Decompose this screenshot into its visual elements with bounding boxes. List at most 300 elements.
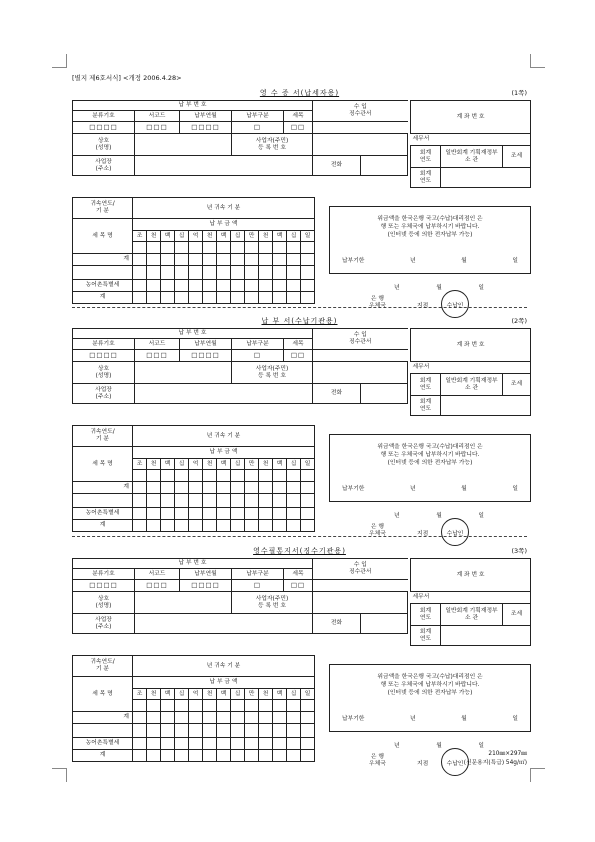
site-label: 사업장 (주소) bbox=[73, 614, 135, 634]
code-box[interactable]: □□□□ bbox=[73, 122, 135, 134]
digit-cell[interactable] bbox=[217, 242, 231, 254]
payment-number-label: 납 부 번 호 bbox=[73, 101, 313, 111]
slip-title-bar bbox=[72, 546, 527, 558]
digit-cell[interactable] bbox=[287, 750, 301, 762]
header-cell: 서코드 bbox=[135, 111, 180, 122]
header-cell: 분류기호 bbox=[73, 339, 135, 350]
digit-cell[interactable] bbox=[147, 266, 161, 280]
digit-cell[interactable] bbox=[259, 254, 273, 266]
code-box[interactable]: □□□ bbox=[135, 350, 180, 362]
digit-cell[interactable] bbox=[161, 508, 175, 520]
crop-mark bbox=[531, 768, 545, 769]
digit-cell[interactable] bbox=[175, 266, 189, 280]
digit-cell[interactable] bbox=[259, 712, 273, 724]
digit-cell[interactable] bbox=[147, 494, 161, 508]
deadline-day: 일 bbox=[512, 715, 518, 722]
digit-cell[interactable] bbox=[189, 242, 203, 254]
digit-cell[interactable] bbox=[147, 712, 161, 724]
crop-mark bbox=[52, 67, 66, 68]
digit-cell[interactable] bbox=[147, 700, 161, 712]
digit-cell[interactable] bbox=[175, 508, 189, 520]
receipt-year: 년 bbox=[394, 743, 400, 749]
digit-cell[interactable] bbox=[273, 700, 287, 712]
digit-cell[interactable] bbox=[273, 712, 287, 724]
header-cell: 납부구분 bbox=[232, 111, 284, 122]
digit-header: 조 bbox=[133, 231, 147, 242]
digit-cell[interactable] bbox=[147, 750, 161, 762]
special-tax-label: 농어촌특별세 bbox=[73, 738, 133, 750]
digit-cell[interactable] bbox=[133, 266, 147, 280]
digit-cell[interactable] bbox=[245, 750, 259, 762]
digit-cell[interactable] bbox=[245, 280, 259, 292]
receiving-office-label: 수 입 징수관서 bbox=[313, 559, 408, 580]
digit-cell[interactable] bbox=[273, 750, 287, 762]
digit-cell[interactable] bbox=[189, 266, 203, 280]
digit-cell[interactable] bbox=[301, 738, 315, 750]
digit-cell[interactable] bbox=[133, 292, 147, 304]
digit-cell[interactable] bbox=[231, 292, 245, 304]
digit-cell[interactable] bbox=[273, 254, 287, 266]
digit-cell[interactable] bbox=[203, 520, 217, 532]
tax-slip bbox=[72, 88, 527, 322]
code-box[interactable]: □□□ bbox=[135, 122, 180, 134]
digit-cell[interactable] bbox=[161, 520, 175, 532]
digit-cell[interactable] bbox=[245, 292, 259, 304]
code-box[interactable]: □□□□ bbox=[180, 580, 232, 592]
digit-cell[interactable] bbox=[217, 508, 231, 520]
general-account-label: 일반회계 기획재정부 소 관 bbox=[441, 374, 503, 396]
digit-cell[interactable] bbox=[203, 494, 217, 508]
digit-cell[interactable] bbox=[203, 292, 217, 304]
header-cell: 분류기호 bbox=[73, 569, 135, 580]
digit-cell[interactable] bbox=[161, 254, 175, 266]
digit-header: 일 bbox=[301, 459, 315, 470]
bizno-field[interactable] bbox=[313, 362, 408, 384]
digit-cell[interactable] bbox=[259, 482, 273, 494]
general-account-label: 일반회계 기획재정부 소 관 bbox=[441, 146, 503, 168]
branch-label: 지점 bbox=[417, 303, 429, 309]
digit-cell[interactable] bbox=[161, 738, 175, 750]
taxpayer-info-table bbox=[72, 328, 408, 404]
digit-cell[interactable] bbox=[301, 242, 315, 254]
digit-cell[interactable] bbox=[161, 266, 175, 280]
tax-item-field[interactable] bbox=[73, 266, 133, 280]
digit-cell[interactable] bbox=[273, 508, 287, 520]
digit-cell[interactable] bbox=[231, 242, 245, 254]
digit-cell[interactable] bbox=[287, 712, 301, 724]
digit-cell[interactable] bbox=[245, 242, 259, 254]
digit-cell[interactable] bbox=[161, 750, 175, 762]
digit-cell[interactable] bbox=[217, 494, 231, 508]
digit-cell[interactable] bbox=[231, 266, 245, 280]
digit-cell[interactable] bbox=[301, 494, 315, 508]
digit-cell[interactable] bbox=[161, 700, 175, 712]
deadline-year: 년 bbox=[409, 485, 416, 492]
digit-cell[interactable] bbox=[231, 520, 245, 532]
code-box[interactable]: □□ bbox=[284, 122, 313, 134]
crop-mark bbox=[531, 67, 545, 68]
digit-cell[interactable] bbox=[301, 470, 315, 482]
account-table bbox=[410, 328, 531, 416]
digit-cell[interactable] bbox=[287, 700, 301, 712]
deadline-month: 월 bbox=[461, 257, 467, 264]
digit-cell[interactable] bbox=[161, 292, 175, 304]
digit-cell[interactable] bbox=[161, 724, 175, 738]
digit-cell[interactable] bbox=[245, 254, 259, 266]
year-period-field[interactable]: 년 귀속 기 분 bbox=[133, 426, 315, 447]
digit-cell[interactable] bbox=[189, 470, 203, 482]
digit-cell[interactable] bbox=[259, 750, 273, 762]
tax-items-label: 세 목 명 bbox=[73, 447, 133, 482]
code-box[interactable]: □□□□ bbox=[180, 122, 232, 134]
digit-cell[interactable] bbox=[301, 280, 315, 292]
digit-cell[interactable] bbox=[259, 520, 273, 532]
digit-cell[interactable] bbox=[217, 254, 231, 266]
code-box[interactable]: □ bbox=[232, 350, 284, 362]
digit-cell[interactable] bbox=[217, 712, 231, 724]
digit-cell[interactable] bbox=[147, 738, 161, 750]
digit-cell[interactable] bbox=[217, 292, 231, 304]
digit-cell[interactable] bbox=[175, 470, 189, 482]
digit-cell[interactable] bbox=[259, 242, 273, 254]
site-field[interactable] bbox=[135, 614, 313, 634]
digit-cell[interactable] bbox=[245, 724, 259, 738]
digit-cell[interactable] bbox=[147, 520, 161, 532]
digit-cell[interactable] bbox=[301, 266, 315, 280]
digit-cell[interactable] bbox=[203, 738, 217, 750]
digit-cell[interactable] bbox=[133, 242, 147, 254]
digit-cell[interactable] bbox=[245, 712, 259, 724]
account-table bbox=[410, 100, 531, 188]
digit-cell[interactable] bbox=[147, 724, 161, 738]
name-field[interactable] bbox=[135, 362, 232, 384]
digit-cell[interactable] bbox=[189, 292, 203, 304]
digit-cell[interactable] bbox=[287, 738, 301, 750]
name-field[interactable] bbox=[135, 134, 232, 156]
digit-cell[interactable] bbox=[175, 750, 189, 762]
digit-cell[interactable] bbox=[175, 494, 189, 508]
digit-cell[interactable] bbox=[273, 482, 287, 494]
digit-cell[interactable] bbox=[245, 266, 259, 280]
digit-cell[interactable] bbox=[133, 482, 147, 494]
code-box[interactable]: □□□□ bbox=[73, 580, 135, 592]
digit-cell[interactable] bbox=[273, 494, 287, 508]
digit-cell[interactable] bbox=[189, 508, 203, 520]
digit-cell[interactable] bbox=[203, 280, 217, 292]
accounting-year-field[interactable] bbox=[441, 396, 531, 416]
phone-field[interactable] bbox=[361, 156, 408, 176]
digit-cell[interactable] bbox=[161, 280, 175, 292]
digit-cell[interactable] bbox=[273, 280, 287, 292]
digit-cell[interactable] bbox=[245, 508, 259, 520]
digit-cell[interactable] bbox=[259, 738, 273, 750]
digit-header: 십 bbox=[231, 231, 245, 242]
digit-cell[interactable] bbox=[133, 508, 147, 520]
digit-cell[interactable] bbox=[245, 482, 259, 494]
digit-cell[interactable] bbox=[273, 520, 287, 532]
slip-title: 영 수 증 서(납세자용) bbox=[259, 89, 340, 97]
digit-cell[interactable] bbox=[161, 242, 175, 254]
digit-cell[interactable] bbox=[175, 738, 189, 750]
digit-cell[interactable] bbox=[133, 738, 147, 750]
bizno-label: 사업자(주민) 등 록 번 호 bbox=[232, 592, 313, 614]
digit-cell[interactable] bbox=[301, 508, 315, 520]
digit-cell[interactable] bbox=[245, 520, 259, 532]
account-number-label: 계 좌 번 호 bbox=[411, 329, 531, 362]
accounting-year-label: 회계 연도 bbox=[411, 604, 441, 626]
digit-cell[interactable] bbox=[259, 700, 273, 712]
digit-cell[interactable] bbox=[217, 724, 231, 738]
digit-cell[interactable] bbox=[259, 292, 273, 304]
digit-cell[interactable] bbox=[287, 470, 301, 482]
digit-cell[interactable] bbox=[301, 700, 315, 712]
digit-cell[interactable] bbox=[203, 482, 217, 494]
phone-field[interactable] bbox=[361, 614, 408, 634]
digit-cell[interactable] bbox=[203, 724, 217, 738]
digit-cell[interactable] bbox=[287, 280, 301, 292]
digit-cell[interactable] bbox=[203, 700, 217, 712]
digit-cell[interactable] bbox=[245, 738, 259, 750]
receiving-office-label: 수 입 징수관서 bbox=[313, 329, 408, 350]
digit-header: 십 bbox=[175, 689, 189, 700]
digit-cell[interactable] bbox=[189, 280, 203, 292]
digit-cell[interactable] bbox=[273, 738, 287, 750]
deadline-label: 납부기한 bbox=[342, 485, 365, 492]
digit-cell[interactable] bbox=[133, 280, 147, 292]
digit-cell[interactable] bbox=[161, 482, 175, 494]
branch-label: 지점 bbox=[417, 761, 429, 767]
digit-cell[interactable] bbox=[231, 700, 245, 712]
digit-cell[interactable] bbox=[161, 470, 175, 482]
digit-cell[interactable] bbox=[189, 520, 203, 532]
grand-total-label: 계 bbox=[73, 750, 133, 762]
digit-cell[interactable] bbox=[273, 266, 287, 280]
site-field[interactable] bbox=[135, 384, 313, 404]
digit-cell[interactable] bbox=[175, 242, 189, 254]
digit-cell[interactable] bbox=[217, 700, 231, 712]
digit-cell[interactable] bbox=[273, 242, 287, 254]
digit-cell[interactable] bbox=[203, 254, 217, 266]
digit-cell[interactable] bbox=[287, 292, 301, 304]
digit-cell[interactable] bbox=[161, 494, 175, 508]
digit-header: 만 bbox=[245, 689, 259, 700]
code-box[interactable]: □□□ bbox=[135, 580, 180, 592]
digit-cell[interactable] bbox=[287, 482, 301, 494]
header-cell: 납부구분 bbox=[232, 569, 284, 580]
digit-cell[interactable] bbox=[259, 266, 273, 280]
receipt-year: 년 bbox=[394, 513, 400, 519]
digit-cell[interactable] bbox=[147, 292, 161, 304]
tax-amount-table bbox=[72, 197, 315, 304]
digit-cell[interactable] bbox=[231, 750, 245, 762]
digit-cell[interactable] bbox=[273, 470, 287, 482]
code-box[interactable]: □□ bbox=[284, 350, 313, 362]
digit-cell[interactable] bbox=[133, 750, 147, 762]
digit-cell[interactable] bbox=[301, 520, 315, 532]
receipt-stamp: 수납인 bbox=[441, 748, 469, 776]
footer bbox=[464, 750, 527, 769]
digit-cell[interactable] bbox=[133, 470, 147, 482]
digit-cell[interactable] bbox=[203, 242, 217, 254]
digit-cell[interactable] bbox=[175, 482, 189, 494]
digit-cell[interactable] bbox=[217, 470, 231, 482]
code-box[interactable]: □□□□ bbox=[73, 350, 135, 362]
digit-cell[interactable] bbox=[189, 712, 203, 724]
digit-cell[interactable] bbox=[189, 482, 203, 494]
digit-cell[interactable] bbox=[231, 494, 245, 508]
digit-cell[interactable] bbox=[259, 280, 273, 292]
digit-cell[interactable] bbox=[245, 470, 259, 482]
digit-cell[interactable] bbox=[133, 520, 147, 532]
digit-cell[interactable] bbox=[231, 482, 245, 494]
header-cell: 서코드 bbox=[135, 339, 180, 350]
accounting-year-field[interactable] bbox=[441, 626, 531, 646]
digit-cell[interactable] bbox=[217, 750, 231, 762]
digit-cell[interactable] bbox=[217, 738, 231, 750]
digit-cell[interactable] bbox=[147, 254, 161, 266]
digit-header: 일 bbox=[301, 231, 315, 242]
digit-cell[interactable] bbox=[189, 254, 203, 266]
digit-cell[interactable] bbox=[273, 724, 287, 738]
digit-cell[interactable] bbox=[175, 280, 189, 292]
copy-number: (2쪽) bbox=[511, 317, 527, 325]
digit-cell[interactable] bbox=[231, 508, 245, 520]
fiscal-year-label: 세무서 bbox=[411, 362, 531, 374]
digit-cell[interactable] bbox=[217, 482, 231, 494]
digit-cell[interactable] bbox=[301, 724, 315, 738]
digit-cell[interactable] bbox=[203, 750, 217, 762]
code-box[interactable]: □ bbox=[232, 122, 284, 134]
digit-cell[interactable] bbox=[287, 520, 301, 532]
digit-cell[interactable] bbox=[133, 494, 147, 508]
digit-cell[interactable] bbox=[301, 712, 315, 724]
digit-cell[interactable] bbox=[147, 242, 161, 254]
digit-cell[interactable] bbox=[147, 470, 161, 482]
digit-cell[interactable] bbox=[175, 254, 189, 266]
year-period-field[interactable]: 년 귀속 기 분 bbox=[133, 198, 315, 219]
digit-cell[interactable] bbox=[147, 508, 161, 520]
digit-cell[interactable] bbox=[203, 470, 217, 482]
name-field[interactable] bbox=[135, 592, 232, 614]
digit-cell[interactable] bbox=[301, 292, 315, 304]
digit-cell[interactable] bbox=[175, 724, 189, 738]
bizno-field[interactable] bbox=[313, 134, 408, 156]
year-period-field[interactable]: 년 귀속 기 분 bbox=[133, 656, 315, 677]
digit-cell[interactable] bbox=[189, 494, 203, 508]
digit-cell[interactable] bbox=[189, 750, 203, 762]
digit-cell[interactable] bbox=[231, 724, 245, 738]
digit-cell[interactable] bbox=[175, 520, 189, 532]
digit-cell[interactable] bbox=[203, 508, 217, 520]
phone-label: 전화 bbox=[313, 384, 361, 404]
digit-header: 십 bbox=[287, 231, 301, 242]
digit-cell[interactable] bbox=[287, 494, 301, 508]
payment-notice: 위금액을 한국은행 국고(수납)대리점인 은 행 또는 우체국에 납부하시기 바랍니다. (인터넷 등에 의한 전자납부 가능) 납부기한 년 월 일 bbox=[329, 434, 531, 502]
digit-cell[interactable] bbox=[147, 280, 161, 292]
digit-cell[interactable] bbox=[231, 254, 245, 266]
digit-cell[interactable] bbox=[161, 712, 175, 724]
code-box[interactable]: □□ bbox=[284, 580, 313, 592]
digit-cell[interactable] bbox=[231, 712, 245, 724]
digit-cell[interactable] bbox=[273, 292, 287, 304]
header-cell: 분류기호 bbox=[73, 111, 135, 122]
header-cell: 납부연월 bbox=[180, 339, 232, 350]
digit-cell[interactable] bbox=[189, 700, 203, 712]
digit-cell[interactable] bbox=[189, 724, 203, 738]
digit-cell[interactable] bbox=[175, 700, 189, 712]
digit-cell[interactable] bbox=[175, 712, 189, 724]
digit-header: 백 bbox=[217, 459, 231, 470]
code-box[interactable]: □ bbox=[232, 580, 284, 592]
digit-header: 천 bbox=[147, 689, 161, 700]
digit-cell[interactable] bbox=[133, 700, 147, 712]
tax-item-field[interactable] bbox=[73, 724, 133, 738]
digit-cell[interactable] bbox=[217, 520, 231, 532]
tax-item-field[interactable] bbox=[73, 494, 133, 508]
fiscal-year-label: 세무서 bbox=[411, 134, 531, 146]
code-box[interactable]: □□□□ bbox=[180, 350, 232, 362]
digit-cell[interactable] bbox=[287, 266, 301, 280]
digit-cell[interactable] bbox=[301, 254, 315, 266]
digit-header: 십 bbox=[231, 459, 245, 470]
amount-label: 납 부 금 액 bbox=[133, 219, 315, 231]
digit-cell[interactable] bbox=[175, 292, 189, 304]
accounting-year-label: 회계 연도 bbox=[411, 396, 441, 416]
digit-cell[interactable] bbox=[231, 470, 245, 482]
digit-cell[interactable] bbox=[133, 254, 147, 266]
crop-mark bbox=[66, 54, 67, 68]
phone-field[interactable] bbox=[361, 384, 408, 404]
bizno-field[interactable] bbox=[313, 592, 408, 614]
digit-cell[interactable] bbox=[259, 508, 273, 520]
receipt-day: 일 bbox=[478, 285, 484, 291]
digit-cell[interactable] bbox=[133, 724, 147, 738]
digit-cell[interactable] bbox=[245, 700, 259, 712]
digit-cell[interactable] bbox=[203, 266, 217, 280]
receiving-office-label: 수 입 징수관서 bbox=[313, 101, 408, 122]
digit-cell[interactable] bbox=[147, 482, 161, 494]
form-name: [별지 제6호서식] <개정 2006.4.28> bbox=[72, 74, 182, 82]
digit-cell[interactable] bbox=[287, 724, 301, 738]
digit-cell[interactable] bbox=[217, 280, 231, 292]
tax-code-label: 조세 bbox=[503, 374, 531, 396]
digit-cell[interactable] bbox=[301, 482, 315, 494]
accounting-year-field[interactable] bbox=[441, 168, 531, 188]
digit-cell[interactable] bbox=[203, 712, 217, 724]
digit-cell[interactable] bbox=[287, 254, 301, 266]
deadline-day: 일 bbox=[512, 257, 518, 264]
digit-cell[interactable] bbox=[301, 750, 315, 762]
digit-cell[interactable] bbox=[245, 494, 259, 508]
digit-cell[interactable] bbox=[287, 242, 301, 254]
digit-cell[interactable] bbox=[259, 724, 273, 738]
deadline-month: 월 bbox=[461, 485, 467, 492]
header-cell: 납부연월 bbox=[180, 111, 232, 122]
digit-header: 억 bbox=[189, 459, 203, 470]
digit-cell[interactable] bbox=[287, 508, 301, 520]
digit-cell[interactable] bbox=[231, 280, 245, 292]
digit-cell[interactable] bbox=[259, 470, 273, 482]
digit-header: 십 bbox=[287, 689, 301, 700]
deadline-year: 년 bbox=[409, 715, 416, 722]
digit-cell[interactable] bbox=[189, 738, 203, 750]
digit-cell[interactable] bbox=[231, 738, 245, 750]
digit-cell[interactable] bbox=[217, 266, 231, 280]
digit-cell[interactable] bbox=[259, 494, 273, 508]
digit-cell[interactable] bbox=[133, 712, 147, 724]
site-label: 사업장 (주소) bbox=[73, 156, 135, 176]
site-field[interactable] bbox=[135, 156, 313, 176]
